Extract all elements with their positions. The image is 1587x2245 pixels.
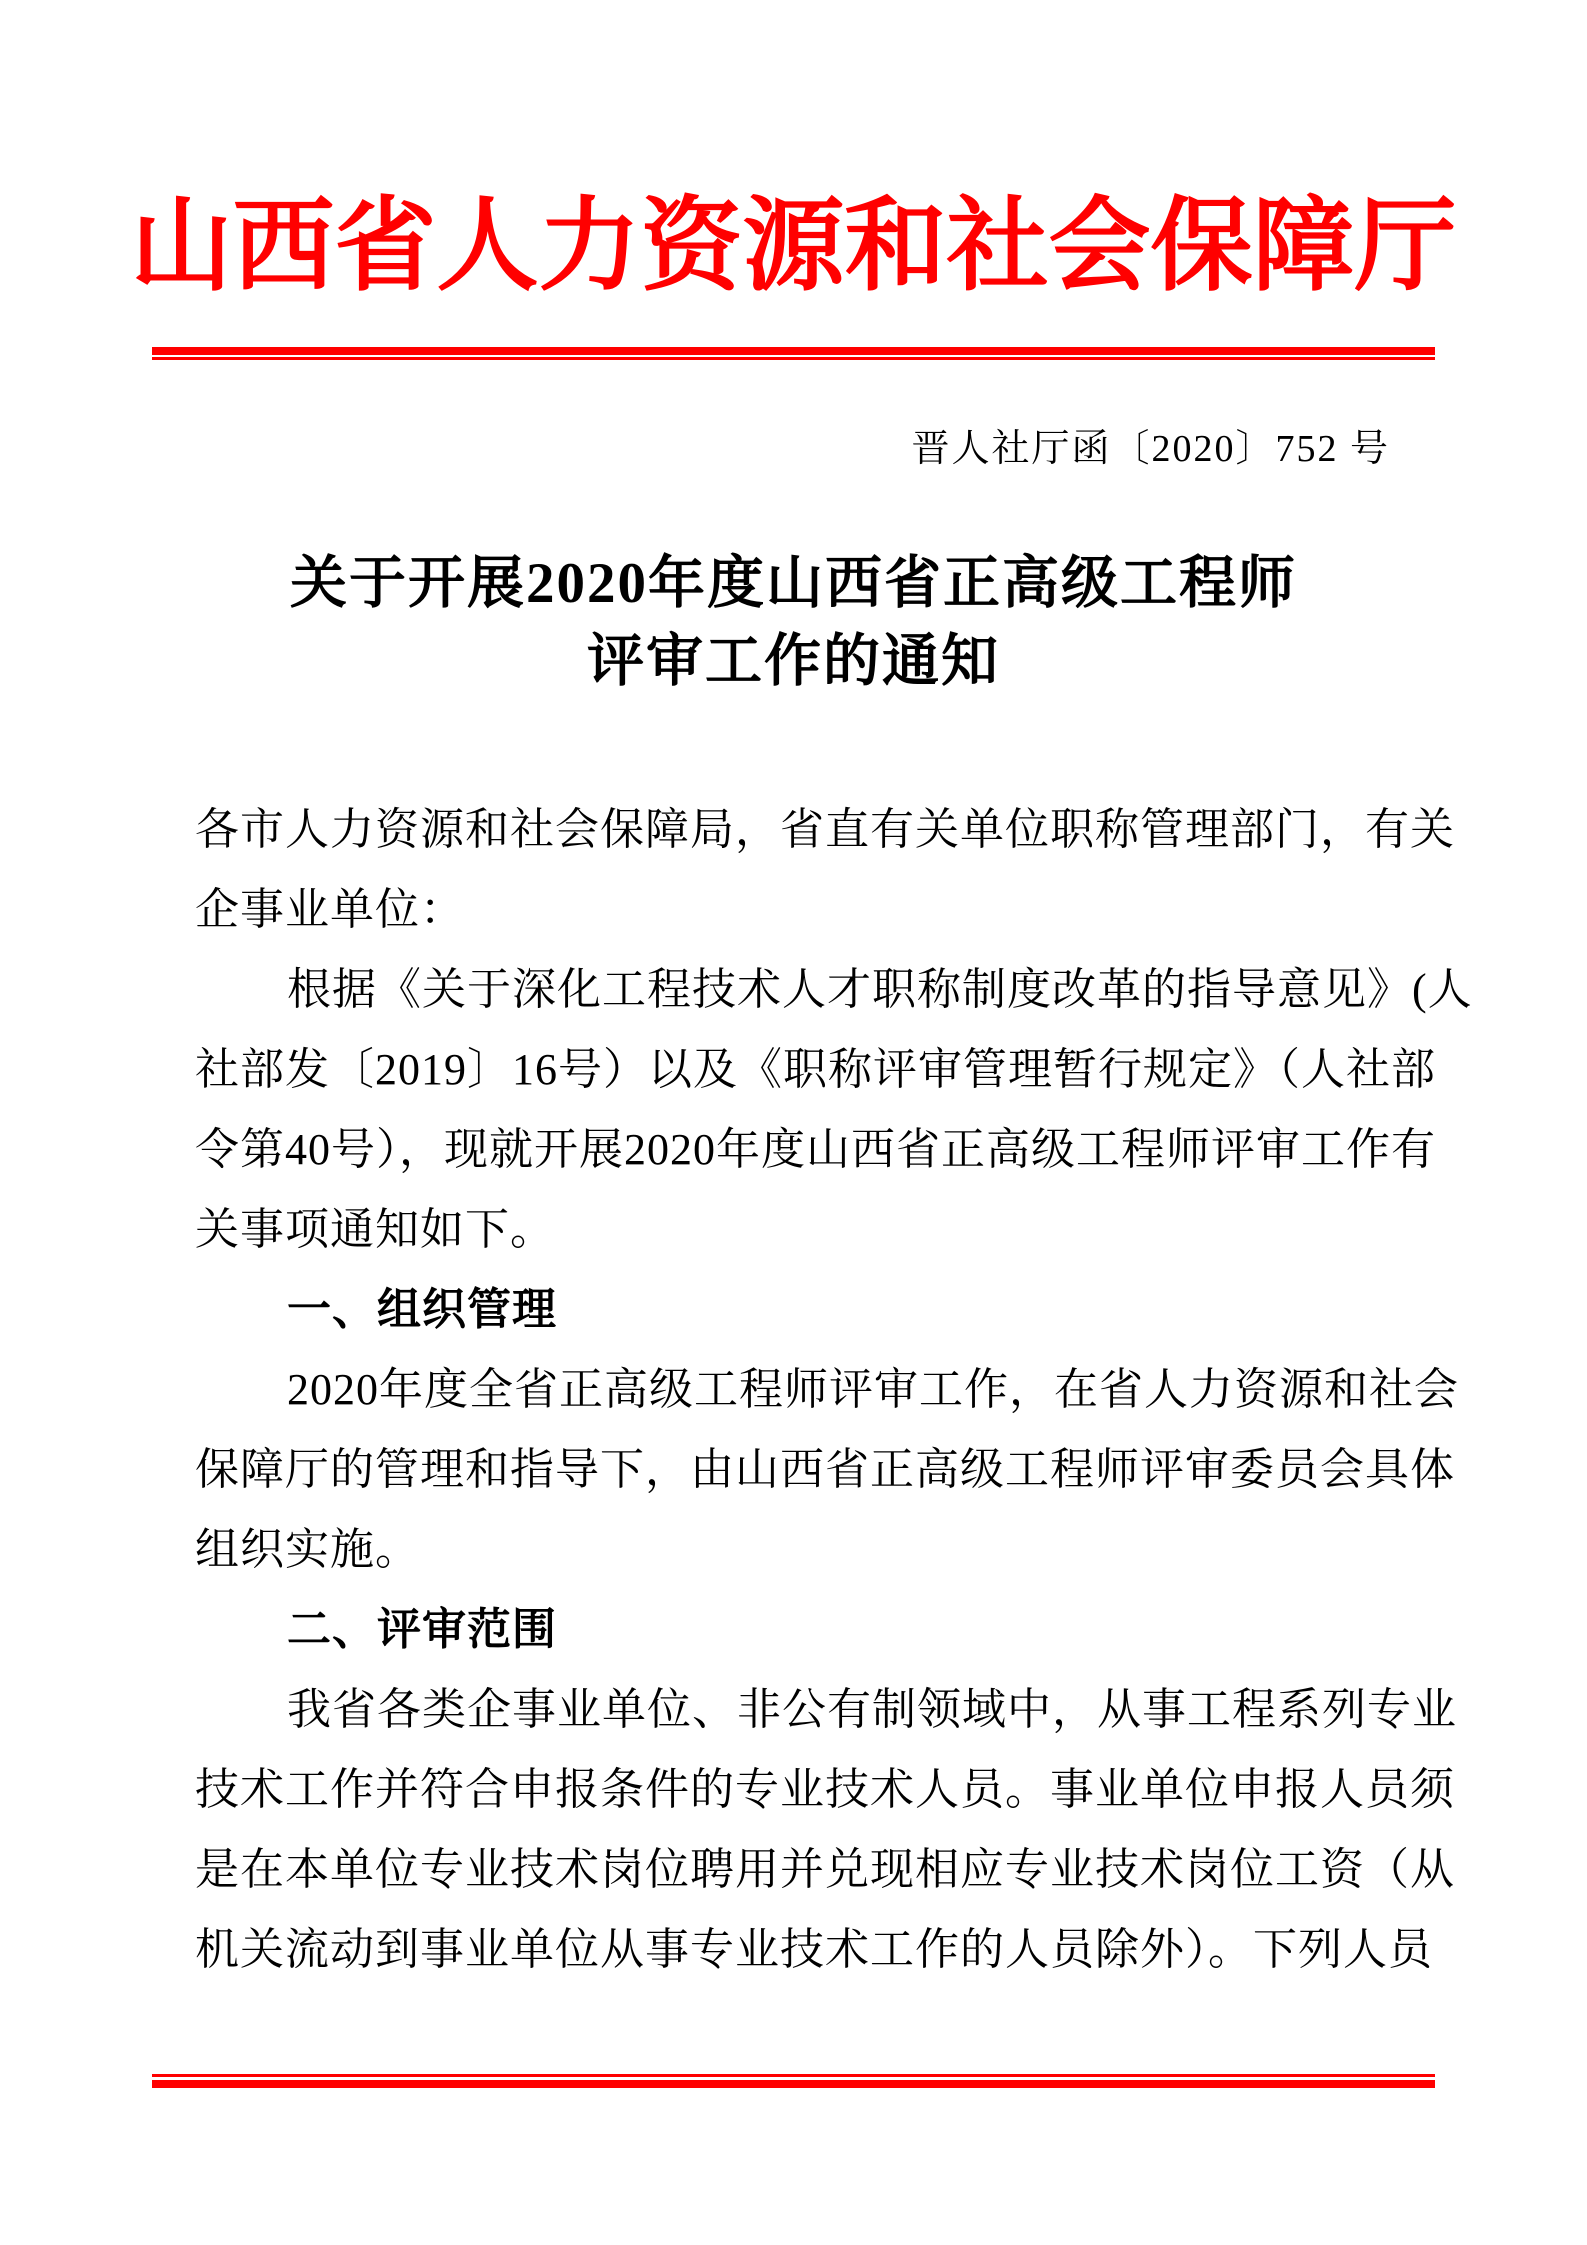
body-line: 保障厅的管理和指导下，由山西省正高级工程师评审委员会具体	[195, 1445, 1455, 1494]
rule-thick-bar	[152, 2080, 1435, 2088]
letterhead-agency-name: 山西省人力资源和社会保障厅	[130, 191, 1457, 304]
body-line: 各市人力资源和社会保障局，省直有关单位职称管理部门，有关	[195, 805, 1455, 854]
section-heading: 二、评审范围	[287, 1605, 557, 1654]
body-line: 技术工作并符合申报条件的专业技术人员。事业单位申报人员须	[195, 1765, 1455, 1814]
notice-title-line-2: 评审工作的通知	[587, 630, 1000, 693]
rule-thin-bar	[152, 357, 1435, 360]
body-line: 关事项通知如下。	[195, 1205, 555, 1254]
letterhead-double-rule	[152, 347, 1435, 360]
body-line: 我省各类企事业单位、非公有制领域中，从事工程系列专业	[287, 1685, 1457, 1734]
body-line: 机关流动到事业单位从事专业技术工作的人员除外）。下列人员	[195, 1925, 1433, 1974]
notice-body	[195, 790, 1473, 1990]
body-line: 是在本单位专业技术岗位聘用并兑现相应专业技术岗位工资（从	[195, 1845, 1455, 1894]
notice-title-line-1: 关于开展2020年度山西省正高级工程师	[290, 552, 1297, 615]
body-line: 企事业单位：	[195, 885, 465, 934]
body-line: 根据《关于深化工程技术人才职称制度改革的指导意见》(人	[287, 965, 1473, 1014]
notice-title	[0, 545, 1587, 701]
rule-thick-bar	[152, 347, 1435, 355]
body-line: 社部发〔2019〕16号）以及《职称评审管理暂行规定》（人社部	[195, 1045, 1436, 1094]
document-number: 晋人社厅函〔2020〕752 号	[911, 428, 1390, 470]
body-line: 2020年度全省正高级工程师评审工作，在省人力资源和社会	[287, 1365, 1459, 1414]
body-line: 令第40号），现就开展2020年度山西省正高级工程师评审工作有	[195, 1125, 1436, 1174]
body-line: 组织实施。	[195, 1525, 420, 1574]
footer-double-rule	[152, 2074, 1435, 2088]
section-heading: 一、组织管理	[287, 1285, 557, 1334]
